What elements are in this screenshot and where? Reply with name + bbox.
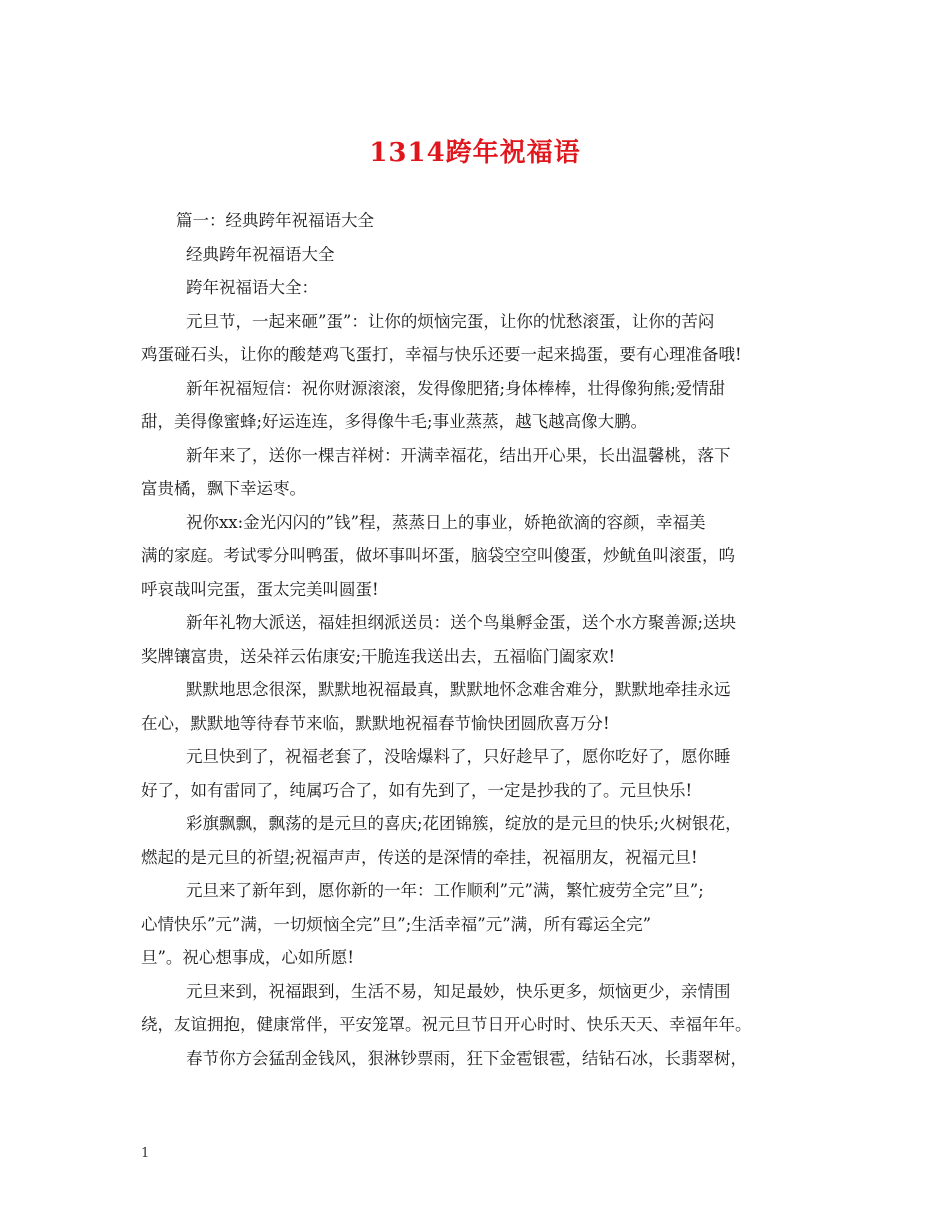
text-line: 新年祝福短信：祝你财源滚滚，发得像肥猪;身体棒棒，壮得像狗熊;爱情甜 bbox=[186, 378, 726, 398]
page-title: 1314跨年祝福语 bbox=[369, 138, 581, 168]
text-line: 元旦节，一起来砸”蛋”：让你的烦恼完蛋，让你的忧愁滚蛋，让你的苦闷 bbox=[186, 311, 715, 331]
text-line: 春节你方会猛刮金钱风，狠淋钞票雨，狂下金雹银雹，结钻石冰，长翡翠树， bbox=[186, 1048, 747, 1068]
text-line: 甜，美得像蜜蜂;好运连连，多得像牛毛;事业蒸蒸，越飞越高像大鹏。 bbox=[141, 412, 648, 431]
text-line: 绕，友谊拥抱，健康常伴，平安笼罩。祝元旦节日开心时时、快乐天天、幸福年年。 bbox=[141, 1015, 752, 1034]
text-line: 元旦来了新年到，愿你新的一年：工作顺利”元”满，繁忙疲劳全完”旦”; bbox=[186, 881, 704, 900]
text-line: 好了，如有雷同了，纯属巧合了，如有先到了，一定是抄我的了。元旦快乐! bbox=[141, 780, 693, 800]
text-line: 新年礼物大派送，福娃担纲派送员：送个鸟巢孵金蛋，送个水方聚善源;送块 bbox=[186, 613, 737, 632]
text-line: 满的家庭。考试零分叫鸭蛋，做坏事叫坏蛋，脑袋空空叫傻蛋，炒鱿鱼叫滚蛋，呜 bbox=[141, 546, 735, 565]
text-line: 元旦快到了，祝福老套了，没啥爆料了，只好趁早了，愿你吃好了，愿你睡 bbox=[186, 747, 731, 766]
text-line: 心情快乐”元”满，一切烦恼全完”旦”;生活幸福”元”满，所有霉运全完” bbox=[141, 914, 652, 934]
document-body bbox=[141, 204, 821, 1075]
page-number: 1 bbox=[141, 1146, 150, 1161]
text-line: 在心，默默地等待春节来临，默默地祝福春节愉快团圆欣喜万分! bbox=[141, 713, 610, 733]
text-line: 富贵橘，飘下幸运枣。 bbox=[141, 479, 306, 498]
text-line: 篇一：经典跨年祝福语大全 bbox=[176, 211, 374, 230]
text-line: 经典跨年祝福语大全 bbox=[186, 244, 335, 264]
text-line: 新年来了，送你一棵吉祥树：开满幸福花，结出开心果，长出温馨桃，落下 bbox=[186, 445, 731, 465]
text-line: 燃起的是元旦的祈望;祝福声声，传送的是深情的牵挂，祝福朋友，祝福元旦! bbox=[141, 847, 698, 867]
text-line: 默默地思念很深，默默地祝福最真，默默地怀念难舍难分，默默地牵挂永远 bbox=[186, 680, 731, 699]
text-line: 元旦来到，祝福跟到，生活不易，知足最妙，快乐更多，烦恼更少，亲情围 bbox=[186, 981, 731, 1001]
text-line: 鸡蛋碰石头，让你的酸楚鸡飞蛋打，幸福与快乐还要一起来捣蛋，要有心理准备哦! bbox=[141, 345, 742, 364]
text-line: 祝你xx:金光闪闪的”钱”程，蒸蒸日上的事业，娇艳欲滴的容颜，幸福美 bbox=[186, 512, 706, 532]
text-line: 旦”。祝心想事成，心如所愿! bbox=[141, 948, 355, 967]
text-line: 彩旗飘飘，飘荡的是元旦的喜庆;花团锦簇，绽放的是元旦的快乐;火树银花， bbox=[186, 814, 742, 833]
text-line: 呼哀哉叫完蛋，蛋太完美叫圆蛋! bbox=[141, 579, 379, 599]
text-line: 奖牌镶富贵，送朵祥云佑康安;干脆连我送出去，五福临门阖家欢! bbox=[141, 646, 616, 666]
text-line: 跨年祝福语大全： bbox=[186, 278, 318, 297]
